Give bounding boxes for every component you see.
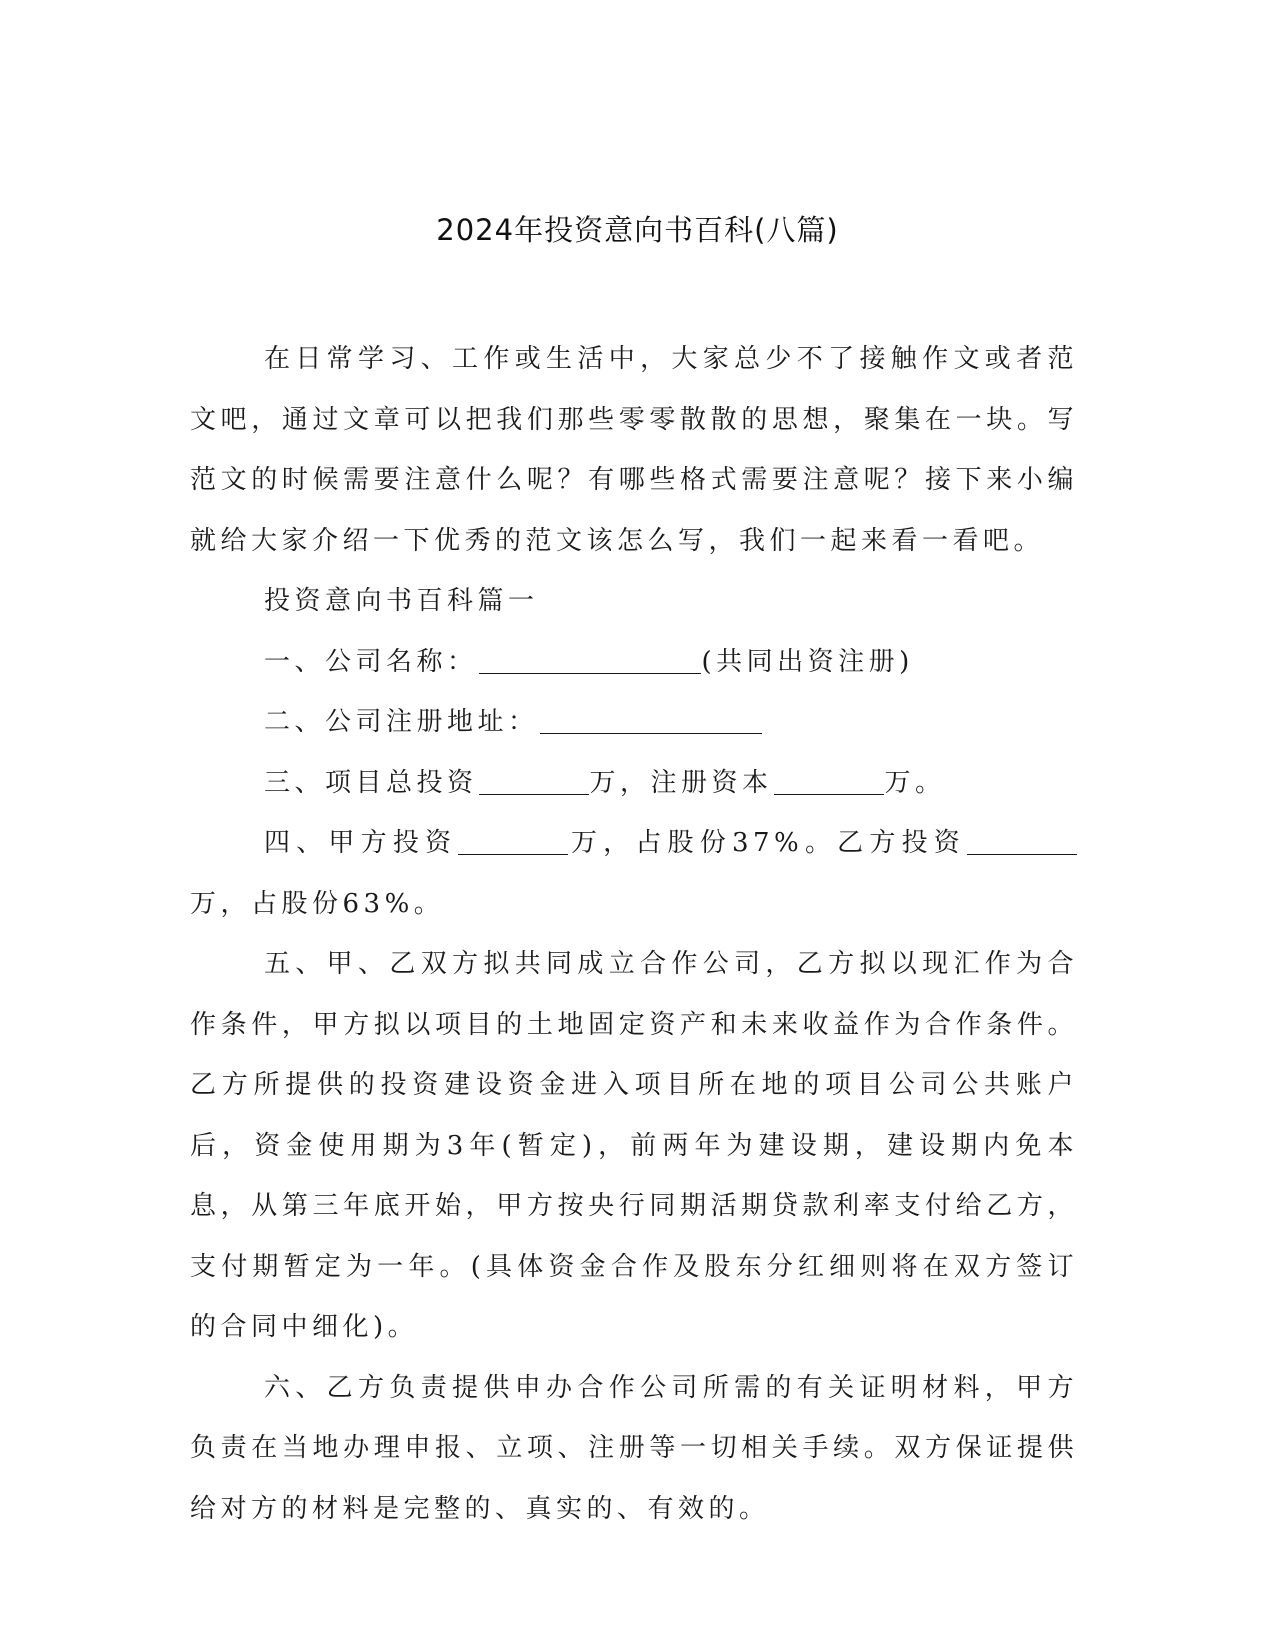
item-party-b-text: 万，占股份37%。乙方投资: [569, 828, 966, 858]
document-body: [190, 329, 1078, 1539]
item-company-address: [190, 692, 1078, 753]
blank-line: [458, 828, 568, 855]
intro-paragraph: 在日常学习、工作或生活中，大家总少不了接触作文或者范文吧，通过文章可以把我们那些零零散散的思想，聚集在一块。写范文的时候需要注意什么呢？有哪些格式需要注意呢？接下来小编就给大家介绍一下优秀的范文该怎么写，我们一起来看一看吧。: [190, 344, 1078, 556]
item-total-investment-text: 三、项目总投资: [264, 767, 478, 798]
item-company-name-suffix: (共同出资注册): [701, 646, 914, 677]
blank-line: [540, 707, 762, 734]
item-company-address-label: 二、公司注册地址：: [264, 707, 539, 737]
item-company-name-label: 一、公司名称：: [264, 646, 478, 677]
item-share-end: 万，占股份63%。: [190, 888, 445, 919]
item-total-investment: [190, 753, 1078, 814]
item-company-name: [190, 632, 1078, 693]
document-title: 2024年投资意向书百科(八篇): [436, 213, 839, 247]
blank-line: [479, 647, 701, 674]
item-party-a-text: 四、甲方投资: [264, 828, 458, 858]
blank-line: [774, 768, 884, 795]
item-cooperation-terms: 五、甲、乙双方拟共同成立合作公司，乙方拟以现汇作为合作条件，甲方拟以项目的土地固定资产和未来收益作为合作条件。乙方所提供的投资建设资金进入项目所在地的项目公司公共账户后，资金使用期为3年(暂定)，前两年为建设期，建设期内免本息，从第三年底开始，甲方按央行同期活期贷款利率支付给乙方，支付期暂定为一年。(具体资金合作及股东分红细则将在双方签订的合同中细化)。: [190, 949, 1078, 1342]
item-registered-capital-text: 万，注册资本: [589, 767, 773, 798]
blank-line: [479, 768, 589, 795]
section-heading: 投资意向书百科篇一: [264, 586, 539, 616]
item-responsibilities: 六、乙方负责提供申办合作公司所需的有关证明材料，甲方负责在当地办理申报、立项、注册等一切相关手续。双方保证提供给对方的材料是完整的、真实的、有效的。: [190, 1372, 1078, 1524]
blank-line: [967, 828, 1077, 855]
item-share-split: [190, 813, 1078, 934]
item-total-investment-end: 万。: [884, 767, 946, 798]
